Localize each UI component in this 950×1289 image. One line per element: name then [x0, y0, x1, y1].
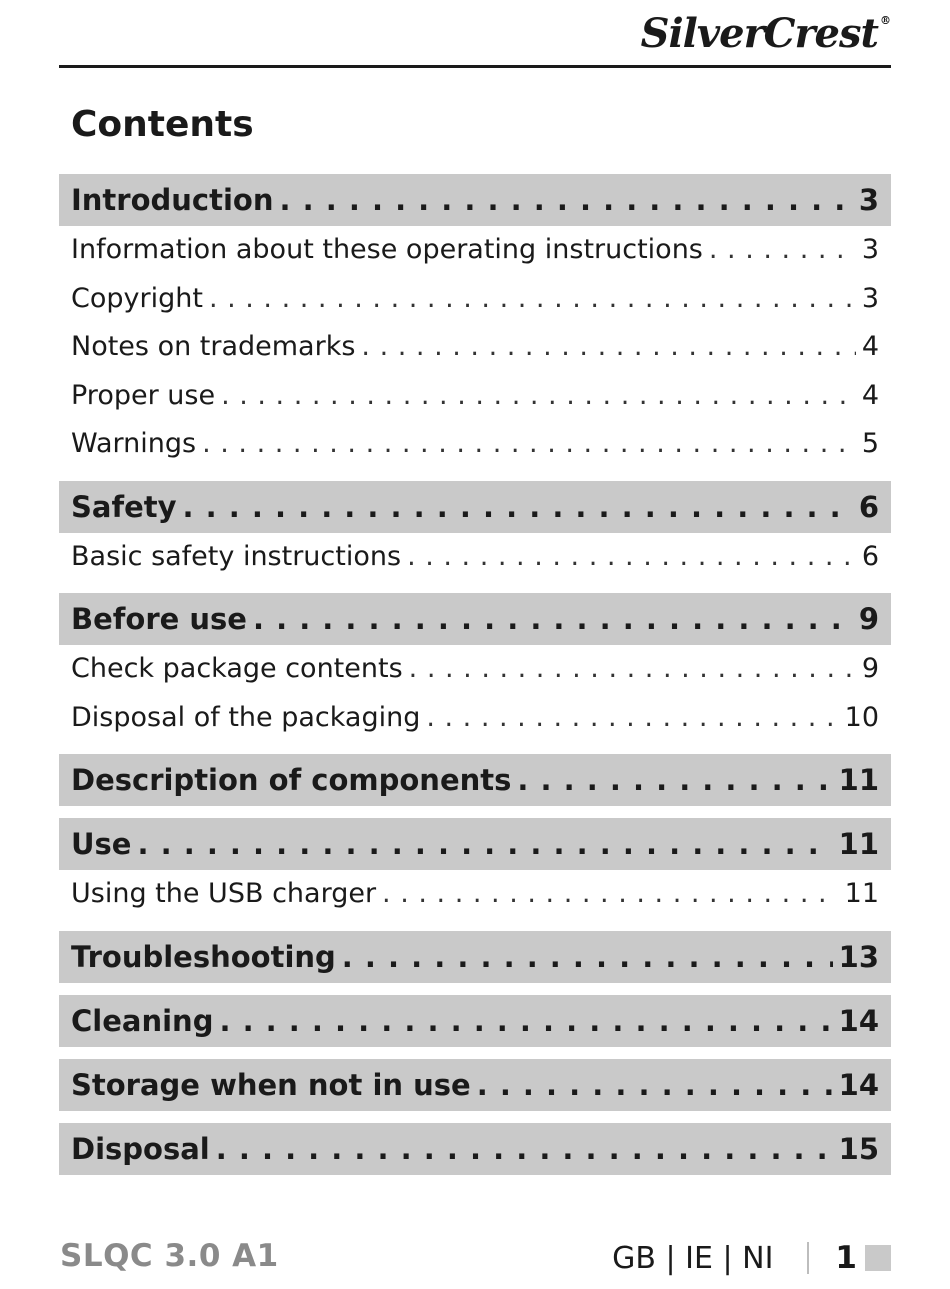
toc-entry-proper-use[interactable] [59, 372, 891, 421]
toc-entry-trademarks[interactable] [59, 323, 891, 372]
registered-mark: ® [880, 14, 890, 27]
toc-page-number: 11 [838, 827, 879, 861]
toc-section-introduction[interactable] [59, 174, 891, 226]
toc-page-number: 3 [861, 234, 879, 265]
toc-leader-dots [216, 1123, 833, 1175]
toc-entry-information[interactable] [59, 226, 891, 275]
toc-section-disposal[interactable] [59, 1123, 891, 1175]
toc-leader-dots [407, 533, 856, 582]
toc-entry-label: Warnings [71, 428, 197, 459]
footer-model-number: SLQC 3.0 A1 [60, 1238, 279, 1274]
brand-name: SilverCrest [640, 10, 878, 57]
toc-entry-label: Using the USB charger [71, 878, 377, 909]
toc-leader-dots [253, 593, 853, 645]
toc-page-number: 6 [858, 489, 879, 524]
toc-section-label: Introduction [71, 183, 274, 217]
toc-leader-dots [221, 372, 856, 421]
toc-page-number: 3 [861, 282, 879, 314]
toc-entry-label: Copyright [71, 282, 203, 314]
toc-page-number: 9 [861, 653, 879, 684]
toc-section-label: Description of components [71, 763, 512, 797]
toc-section-label: Safety [71, 489, 177, 524]
toc-section-before-use[interactable] [59, 593, 891, 645]
toc-leader-dots [202, 420, 856, 469]
brand-logo [641, 10, 890, 57]
toc-leader-dots [183, 481, 853, 533]
toc-leader-dots [409, 645, 856, 694]
toc-leader-dots [709, 226, 856, 275]
toc-leader-dots [137, 818, 832, 870]
toc-entry-copyright[interactable] [59, 275, 891, 324]
toc-page-number: 13 [838, 939, 879, 974]
toc-entry-warnings[interactable] [59, 420, 891, 469]
footer-page-info [612, 1238, 891, 1278]
toc-section-use[interactable] [59, 818, 891, 870]
toc-section-label: Disposal [71, 1131, 210, 1166]
toc-entry-packaging-disposal[interactable] [59, 694, 891, 743]
toc-section-label: Troubleshooting [71, 939, 336, 974]
toc-leader-dots [477, 1059, 833, 1111]
toc-entry-usb-charger[interactable] [59, 870, 891, 919]
toc-leader-dots [280, 174, 853, 226]
toc-page-number: 3 [858, 183, 879, 217]
toc-section-label: Before use [71, 602, 247, 636]
toc-section-safety[interactable] [59, 481, 891, 533]
toc-entry-label: Notes on trademarks [71, 331, 356, 362]
toc-leader-dots [209, 275, 856, 324]
toc-leader-dots [342, 931, 833, 983]
toc-page-number: 15 [838, 1131, 879, 1166]
toc-leader-dots [382, 870, 839, 919]
footer-page-number: 1 [835, 1240, 857, 1276]
toc-page-number: 14 [838, 1003, 879, 1038]
toc-section-components[interactable] [59, 754, 891, 806]
toc-leader-dots [361, 323, 855, 372]
toc-section-troubleshooting[interactable] [59, 931, 891, 983]
toc-section-label: Storage when not in use [71, 1067, 471, 1102]
table-of-contents [59, 174, 891, 1175]
toc-entry-label: Basic safety instructions [71, 540, 402, 572]
toc-section-label: Cleaning [71, 1003, 214, 1038]
footer-divider [807, 1242, 809, 1274]
toc-section-cleaning[interactable] [59, 995, 891, 1047]
toc-leader-dots [219, 995, 832, 1047]
toc-section-storage[interactable] [59, 1059, 891, 1111]
toc-page-number: 5 [861, 428, 879, 459]
toc-leader-dots [426, 694, 838, 743]
toc-leader-dots [517, 754, 832, 806]
toc-page-number: 4 [861, 331, 879, 362]
toc-page-number: 4 [861, 379, 879, 411]
page-title: Contents [71, 104, 254, 145]
toc-entry-package-contents[interactable] [59, 645, 891, 694]
toc-page-number: 9 [858, 602, 879, 636]
page-marker-square [865, 1245, 891, 1271]
toc-entry-label: Information about these operating instructions [71, 234, 703, 265]
toc-page-number: 14 [838, 1067, 879, 1102]
toc-page-number: 11 [838, 763, 879, 797]
toc-section-label: Use [71, 827, 132, 861]
toc-page-number: 6 [861, 540, 879, 572]
footer-languages: GB | IE | NI [612, 1240, 774, 1276]
toc-entry-basic-safety[interactable] [59, 533, 891, 582]
toc-entry-label: Proper use [71, 379, 216, 411]
toc-entry-label: Disposal of the packaging [71, 701, 421, 733]
toc-page-number: 11 [844, 878, 879, 909]
toc-page-number: 10 [844, 701, 879, 733]
toc-entry-label: Check package contents [71, 653, 403, 684]
header-divider [59, 65, 891, 68]
